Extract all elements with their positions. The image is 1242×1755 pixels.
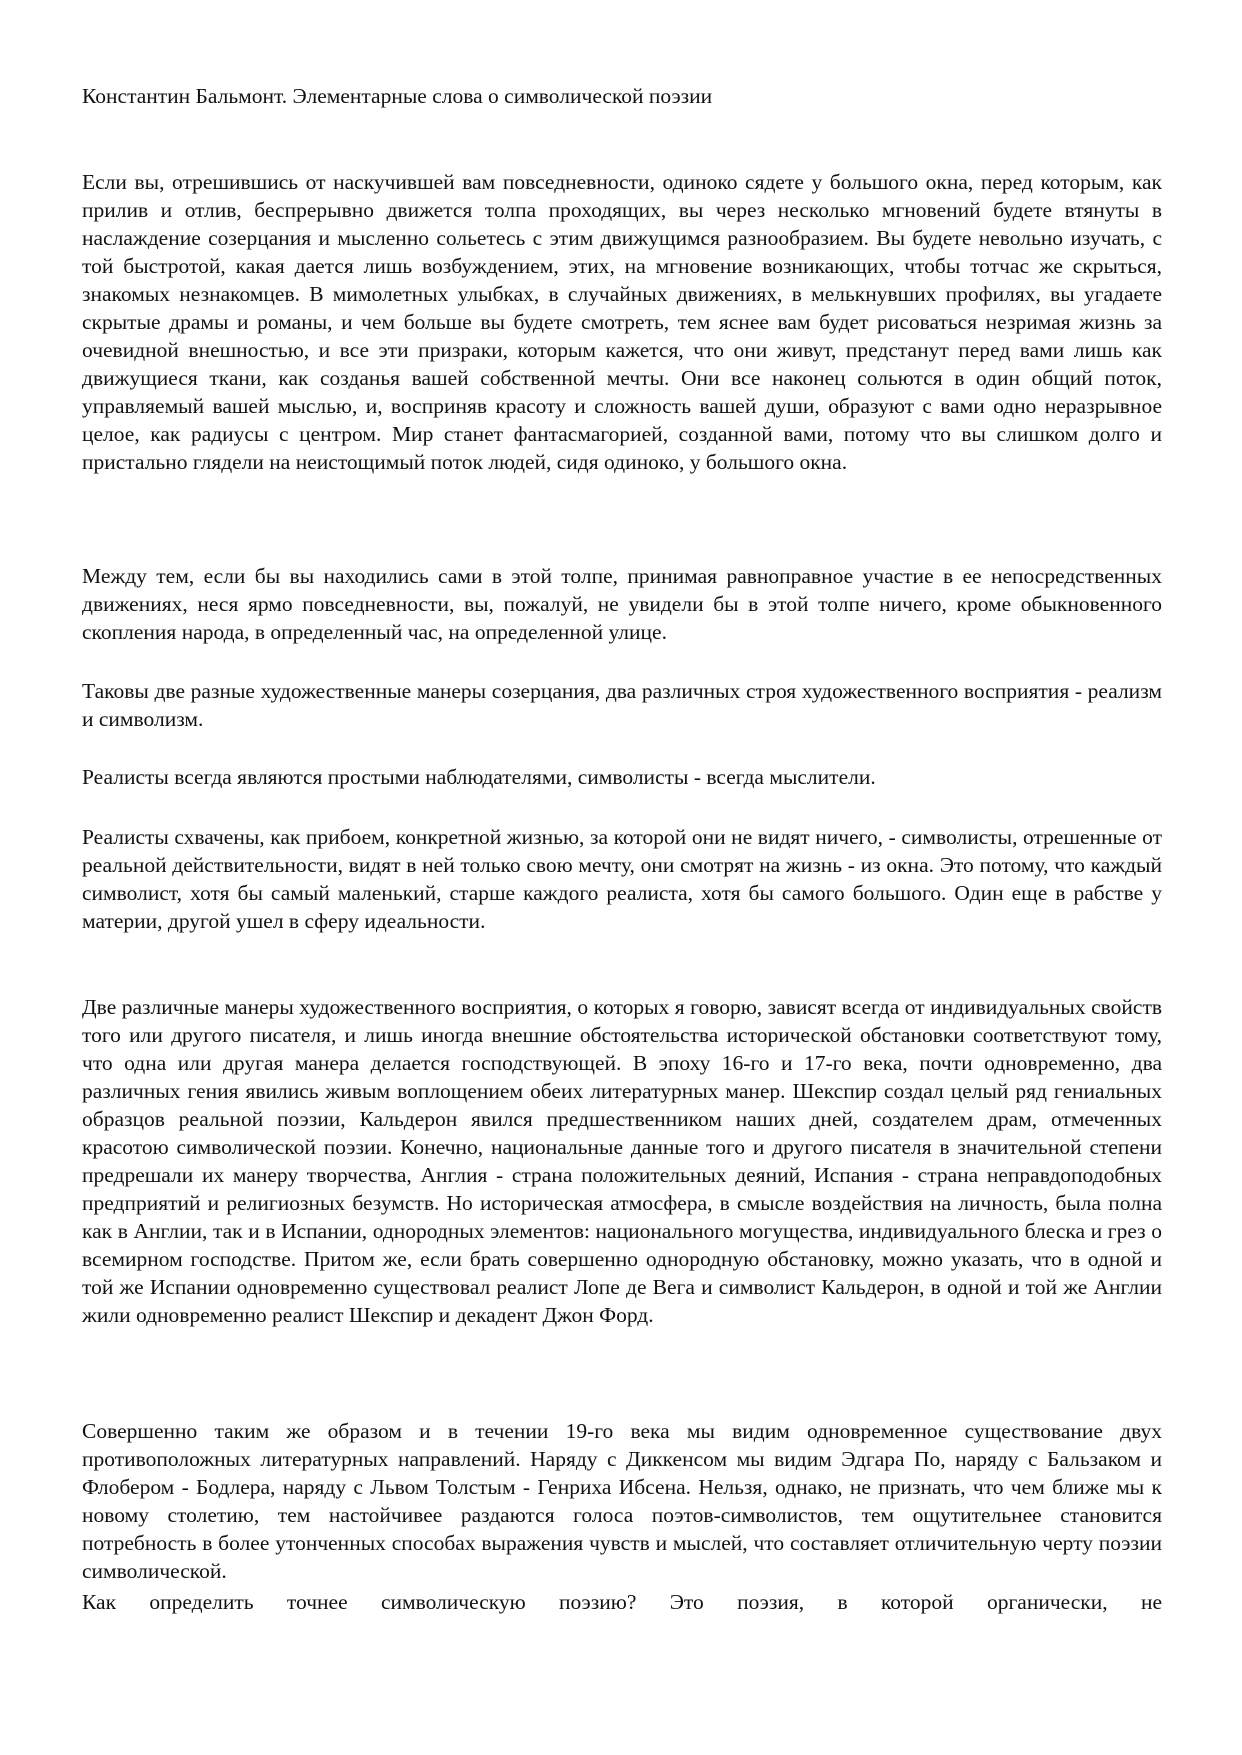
- paragraph-7: Совершенно таким же образом и в течении 19-го века мы видим одновременное существование двух противоположных литературных направлений. Наряду с Диккенсом мы видим Эдгара По, наряду с Бальзаком и Флобером - Бодлера, наряду с Львом Толстым - Генриха Ибсена. Нельзя, однако, не признать, что чем ближе мы к новому столетию, тем настойчивее раздаются голоса поэтов-символистов, тем ощутительнее становится потребность в более утонченных способах выражения чувств и мыслей, что составляет отличительную черту поэзии символической.: [82, 1419, 1162, 1583]
- paragraph-2: Между тем, если бы вы находились сами в этой толпе, принимая равноправное участие в ее непосредственных движениях, неся ярмо повседневности, вы, пожалуй, не увидели бы в этой толпе ничего, кроме обыкновенного скопления народа, в определенный час, на определенной улице.: [82, 564, 1162, 644]
- paragraph-1: Если вы, отрешившись от наскучившей вам повседневности, одиноко сядете у большого окна, перед которым, как прилив и отлив, беспрерывно движется толпа проходящих, вы через несколько мгновений будете втянуты в наслаждение созерцания и мысленно сольетесь с этим движущимся разнообразием. Вы будете невольно изучать, с той быстротой, какая дается лишь возбуждением, этих, на мгновение возникающих, чтобы тотчас же скрыться, знакомых незнакомцев. В мимолетных улыбках, в случайных движениях, в мелькнувших профилях, вы угадаете скрытые драмы и романы, и чем больше вы будете смотреть, тем яснее вам будет рисоваться незримая жизнь за очевидной внешностью, и все эти призраки, которым кажется, что они живут, предстанут перед вами лишь как движущиеся ткани, как созданья вашей собственной мечты. Они все наконец сольются в один общий поток, управляемый вашей мыслью, и, восприняв красоту и сложность вашей души, образуют с вами одно неразрывное целое, как радиусы с центром. Мир станет фантасмагорией, созданной вами, потому что вы слишком долго и пристально глядели на неистощимый поток людей, сидя одиноко, у большого окна.: [82, 170, 1162, 474]
- paragraph-3: Таковы две разные художественные манеры созерцания, два различных строя художественного восприятия - реализм и символизм.: [82, 679, 1162, 731]
- paragraph-8: Как определить точнее символическую поэзию? Это поэзия, в которой органически, не: [82, 1590, 1162, 1614]
- paragraph-6: Две различные манеры художественного восприятия, о которых я говорю, зависят всегда от индивидуальных свойств того или другого писателя, и лишь иногда внешние обстоятельства исторической обстановки соответствуют тому, что одна или другая манера делается господствующей. В эпоху 16-го и 17-го века, почти одновременно, два различных гения явились живым воплощением обеих литературных манер. Шекспир создал целый ряд гениальных образцов реальной поэзии, Кальдерон явился предшественником наших дней, создателем драм, отмеченных красотою символической поэзии. Конечно, национальные данные того и другого писателя в значительной степени предрешали их манеру творчества, Англия - страна положительных деяний, Испания - страна неправдоподобных предприятий и религиозных безумств. Но историческая атмосфера, в смысле воздействия на личность, была полна как в Англии, так и в Испании, однородных элементов: национального могущества, индивидуального блеска и грез о всемирном господстве. Притом же, если брать совершенно однородную обстановку, можно указать, что в одной и той же Испании одновременно существовал реалист Лопе де Вега и символист Кальдерон, в одной и той же Англии жили одновременно реалист Шекспир и декадент Джон Форд.: [82, 995, 1162, 1327]
- document-title: Константин Бальмонт. Элементарные слова о символической поэзии: [82, 84, 713, 108]
- paragraph-5: Реалисты схвачены, как прибоем, конкретной жизнью, за которой они не видят ничего, - символисты, отрешенные от реальной действительности, видят в ней только свою мечту, они смотрят на жизнь - из окна. Это потому, что каждый символист, хотя бы самый маленький, старше каждого реалиста, хотя бы самого большого. Один еще в рабстве у материи, другой ушел в сферу идеальности.: [82, 825, 1162, 933]
- paragraph-4: Реалисты всегда являются простыми наблюдателями, символисты - всегда мыслители.: [82, 765, 876, 789]
